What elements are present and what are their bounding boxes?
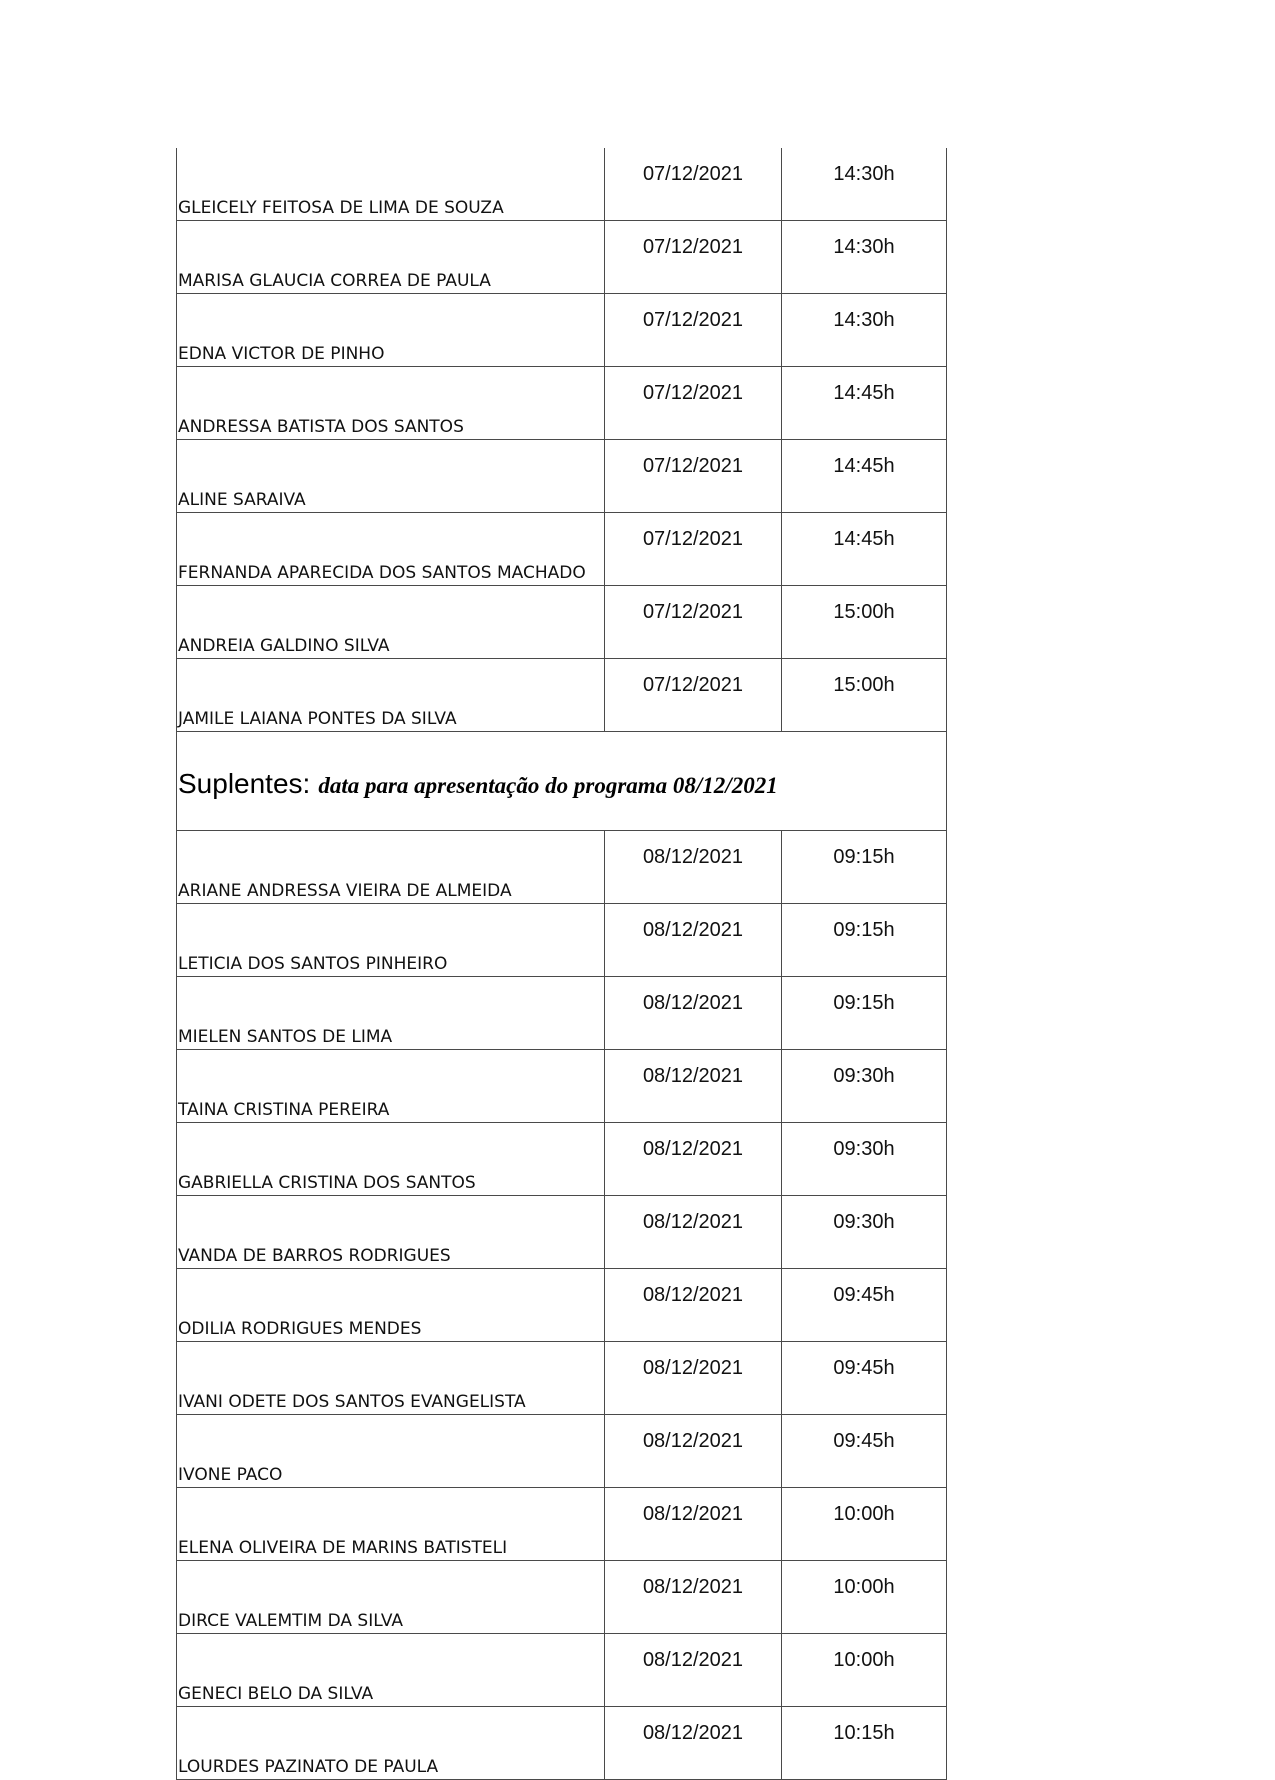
table-row: [177, 1050, 947, 1123]
time-cell: 10:00h: [782, 1561, 947, 1634]
table-row: [177, 1123, 947, 1196]
time-cell: 14:30h: [782, 148, 947, 221]
name-cell: TAINA CRISTINA PEREIRA: [177, 1050, 605, 1123]
suplentes-section: [177, 732, 947, 831]
name-cell: DIRCE VALEMTIM DA SILVA: [177, 1561, 605, 1634]
name-cell: VANDA DE BARROS RODRIGUES: [177, 1196, 605, 1269]
schedule-rows-suplentes: [177, 831, 947, 1780]
name-cell: ANDRESSA BATISTA DOS SANTOS: [177, 367, 605, 440]
date-cell: 07/12/2021: [605, 221, 782, 294]
date-cell: 08/12/2021: [605, 1415, 782, 1488]
time-cell: 10:00h: [782, 1634, 947, 1707]
time-cell: 09:30h: [782, 1196, 947, 1269]
time-cell: 09:30h: [782, 1050, 947, 1123]
name-cell: IVONE PACO: [177, 1415, 605, 1488]
date-cell: 08/12/2021: [605, 1342, 782, 1415]
table-row: [177, 1196, 947, 1269]
table-row: [177, 1415, 947, 1488]
date-cell: 07/12/2021: [605, 440, 782, 513]
table-row: [177, 586, 947, 659]
name-cell: MARISA GLAUCIA CORREA DE PAULA: [177, 221, 605, 294]
time-cell: 14:45h: [782, 440, 947, 513]
schedule-rows-top: [177, 148, 947, 732]
suplentes-note: data para apresentação do programa 08/12/2021: [318, 773, 778, 798]
suplentes-title: Suplentes:: [178, 768, 311, 799]
name-cell: ODILIA RODRIGUES MENDES: [177, 1269, 605, 1342]
date-cell: 08/12/2021: [605, 1634, 782, 1707]
name-cell: FERNANDA APARECIDA DOS SANTOS MACHADO: [177, 513, 605, 586]
table-row: [177, 1707, 947, 1780]
date-cell: 07/12/2021: [605, 294, 782, 367]
date-cell: 08/12/2021: [605, 1123, 782, 1196]
name-cell: LOURDES PAZINATO DE PAULA: [177, 1707, 605, 1780]
name-cell: MIELEN SANTOS DE LIMA: [177, 977, 605, 1050]
date-cell: 08/12/2021: [605, 1050, 782, 1123]
time-cell: 14:30h: [782, 294, 947, 367]
suplentes-heading-row: [177, 732, 947, 831]
date-cell: 08/12/2021: [605, 1196, 782, 1269]
time-cell: 09:45h: [782, 1415, 947, 1488]
time-cell: 15:00h: [782, 586, 947, 659]
time-cell: 10:15h: [782, 1707, 947, 1780]
date-cell: 08/12/2021: [605, 1488, 782, 1561]
date-cell: 08/12/2021: [605, 1707, 782, 1780]
table-row: [177, 1561, 947, 1634]
time-cell: 14:45h: [782, 367, 947, 440]
date-cell: 07/12/2021: [605, 148, 782, 221]
date-cell: 08/12/2021: [605, 904, 782, 977]
name-cell: GABRIELLA CRISTINA DOS SANTOS: [177, 1123, 605, 1196]
table-row: [177, 440, 947, 513]
table-row: [177, 294, 947, 367]
table-row: [177, 221, 947, 294]
name-cell: EDNA VICTOR DE PINHO: [177, 294, 605, 367]
table-row: [177, 977, 947, 1050]
table-row: [177, 659, 947, 732]
name-cell: GLEICELY FEITOSA DE LIMA DE SOUZA: [177, 148, 605, 221]
table-row: [177, 1342, 947, 1415]
name-cell: ANDREIA GALDINO SILVA: [177, 586, 605, 659]
time-cell: 09:15h: [782, 904, 947, 977]
suplentes-heading-cell: [177, 732, 947, 831]
date-cell: 08/12/2021: [605, 977, 782, 1050]
date-cell: 08/12/2021: [605, 1561, 782, 1634]
date-cell: 08/12/2021: [605, 831, 782, 904]
time-cell: 14:30h: [782, 221, 947, 294]
table-row: [177, 1634, 947, 1707]
time-cell: 14:45h: [782, 513, 947, 586]
time-cell: 09:15h: [782, 977, 947, 1050]
name-cell: ELENA OLIVEIRA DE MARINS BATISTELI: [177, 1488, 605, 1561]
time-cell: 15:00h: [782, 659, 947, 732]
name-cell: ALINE SARAIVA: [177, 440, 605, 513]
date-cell: 07/12/2021: [605, 513, 782, 586]
table-row: [177, 1488, 947, 1561]
time-cell: 09:45h: [782, 1342, 947, 1415]
table-row: [177, 831, 947, 904]
time-cell: 10:00h: [782, 1488, 947, 1561]
name-cell: JAMILE LAIANA PONTES DA SILVA: [177, 659, 605, 732]
time-cell: 09:45h: [782, 1269, 947, 1342]
date-cell: 08/12/2021: [605, 1269, 782, 1342]
time-cell: 09:15h: [782, 831, 947, 904]
table-row: [177, 904, 947, 977]
table-row: [177, 1269, 947, 1342]
date-cell: 07/12/2021: [605, 659, 782, 732]
time-cell: 09:30h: [782, 1123, 947, 1196]
date-cell: 07/12/2021: [605, 586, 782, 659]
table-row: [177, 367, 947, 440]
table-row: [177, 513, 947, 586]
name-cell: GENECI BELO DA SILVA: [177, 1634, 605, 1707]
table-row: [177, 148, 947, 221]
date-cell: 07/12/2021: [605, 367, 782, 440]
name-cell: ARIANE ANDRESSA VIEIRA DE ALMEIDA: [177, 831, 605, 904]
name-cell: LETICIA DOS SANTOS PINHEIRO: [177, 904, 605, 977]
schedule-table: [176, 148, 947, 1780]
name-cell: IVANI ODETE DOS SANTOS EVANGELISTA: [177, 1342, 605, 1415]
